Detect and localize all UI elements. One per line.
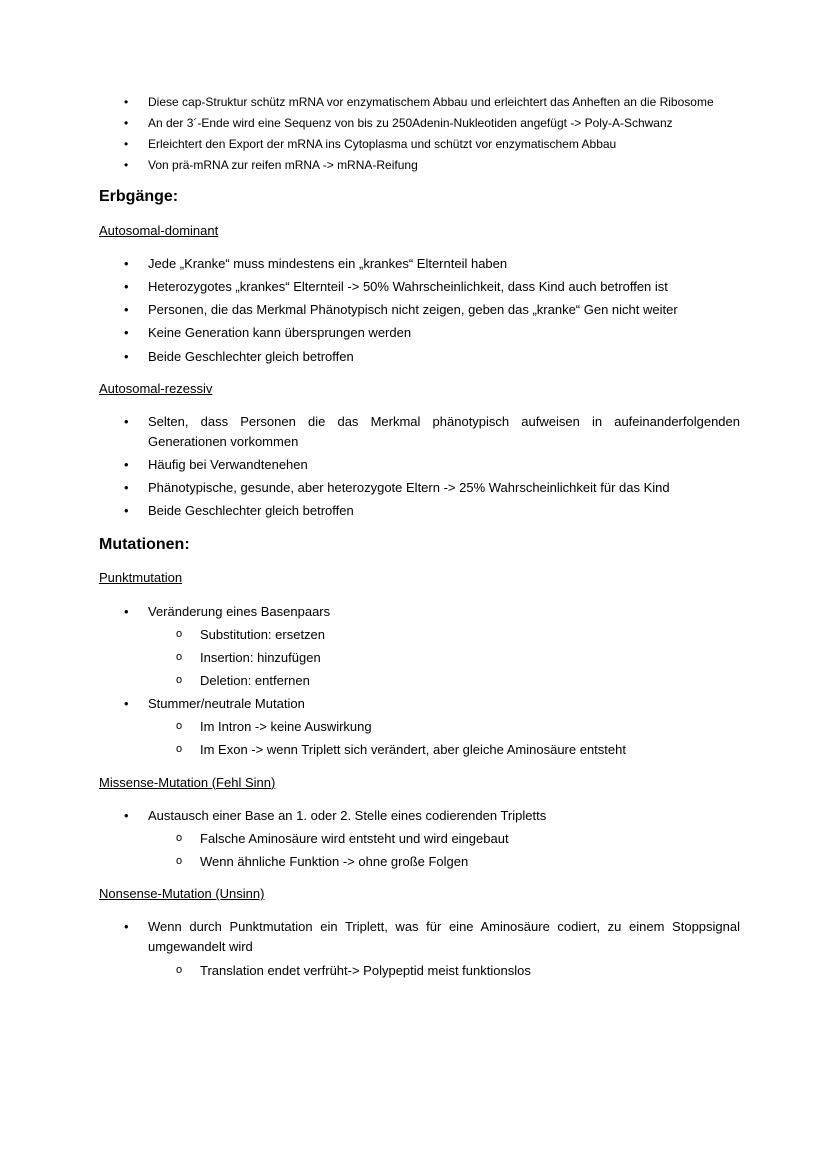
bullet-item — [148, 254, 740, 274]
bullet-item — [148, 501, 740, 521]
bullet-text: Austausch einer Base an 1. oder 2. Stelle eines codierenden Tripletts — [148, 807, 547, 823]
bullet-text: Häufig bei Verwandtenehen — [148, 457, 308, 473]
bullet-text: Wenn ähnliche Funktion -> ohne große Folgen — [200, 854, 469, 870]
bullet-item — [148, 277, 740, 297]
sub-bullet-list — [148, 961, 740, 981]
sub-bullet-item — [200, 829, 740, 849]
subheading-nonsense-mutation: Nonsense-Mutation (Unsinn) — [99, 886, 265, 902]
bullet-item — [148, 300, 740, 320]
bullet-item — [148, 478, 740, 498]
autosomal-rezessiv-list — [99, 412, 740, 522]
sub-bullet-item — [200, 717, 740, 737]
sub-bullet-item — [200, 671, 740, 691]
bullet-text: Erleichtert den Export der mRNA ins Cytoplasma und schützt vor enzymatischem Abbau — [148, 137, 617, 151]
bullet-text: Falsche Aminosäure wird entsteht und wird eingebaut — [200, 830, 509, 846]
punktmutation-list — [99, 602, 740, 761]
bullet-item — [148, 602, 740, 692]
autosomal-dominant-list — [99, 254, 740, 367]
bullet-text: Insertion: hinzufügen — [200, 649, 321, 665]
bullet-text: Personen, die das Merkmal Phänotypisch nicht zeigen, geben das „kranke“ Gen nicht weiter — [148, 302, 678, 318]
sub-bullet-list — [148, 625, 740, 691]
subheading-punktmutation: Punktmutation — [99, 570, 183, 586]
bullet-text: Translation endet verfrüht-> Polypeptid meist funktionslos — [200, 962, 531, 978]
section-heading-mutationen: Mutationen: — [99, 535, 190, 553]
subheading-autosomal-dominant: Autosomal-dominant — [99, 222, 219, 238]
bullet-text: Keine Generation kann übersprungen werden — [148, 325, 412, 341]
sub-bullet-item — [200, 961, 740, 981]
bullet-item — [148, 114, 740, 132]
sub-bullet-item — [200, 648, 740, 668]
bullet-text: Im Exon -> wenn Triplett sich verändert, aber gleiche Aminosäure entsteht — [200, 742, 626, 758]
bullet-text: Veränderung eines Basenpaars — [148, 603, 331, 619]
intro-bullet-list — [99, 93, 740, 174]
bullet-text: Beide Geschlechter gleich betroffen — [148, 348, 354, 364]
bullet-text: Im Intron -> keine Auswirkung — [200, 719, 372, 735]
bullet-item — [148, 917, 740, 980]
bullet-text: Deletion: entfernen — [200, 672, 310, 688]
bullet-item — [148, 412, 740, 452]
bullet-item — [148, 806, 740, 872]
sub-bullet-item — [200, 740, 740, 760]
bullet-item — [148, 694, 740, 760]
bullet-item — [148, 156, 740, 174]
bullet-item — [148, 347, 740, 367]
bullet-item — [148, 323, 740, 343]
sub-bullet-item — [200, 625, 740, 645]
bullet-text: Von prä-mRNA zur reifen mRNA -> mRNA-Reifung — [148, 158, 418, 172]
bullet-text: Diese cap-Struktur schütz mRNA vor enzymatischem Abbau und erleichtert das Anheften an die Ribosome — [148, 95, 714, 109]
nonsense-list — [99, 917, 740, 980]
bullet-text: Beide Geschlechter gleich betroffen — [148, 503, 354, 519]
bullet-text: Selten, dass Personen die das Merkmal phänotypisch aufweisen in aufeinanderfolgenden Generationen vorkommen — [148, 413, 740, 450]
sub-bullet-list — [148, 829, 740, 872]
bullet-text: Substitution: ersetzen — [200, 626, 326, 642]
bullet-item — [148, 455, 740, 475]
bullet-text: Stummer/neutrale Mutation — [148, 696, 305, 712]
subheading-autosomal-rezessiv: Autosomal-rezessiv — [99, 380, 213, 396]
bullet-text: Heterozygotes „krankes“ Elternteil -> 50% Wahrscheinlichkeit, dass Kind auch betroffen ist — [148, 279, 668, 295]
bullet-text: Wenn durch Punktmutation ein Triplett, was für eine Aminosäure codiert, zu einem Stoppsignal umgewandelt wird — [148, 919, 740, 955]
missense-list — [99, 806, 740, 872]
bullet-item — [148, 93, 740, 111]
sub-bullet-list — [148, 717, 740, 760]
bullet-item — [148, 135, 740, 153]
sub-bullet-item — [200, 852, 740, 872]
section-heading-erbgaenge: Erbgänge: — [99, 188, 179, 205]
bullet-text: Jede „Kranke“ muss mindestens ein „krankes“ Elternteil haben — [148, 255, 508, 271]
bullet-text: Phänotypische, gesunde, aber heterozygote Eltern -> 25% Wahrscheinlichkeit für das Kind — [148, 480, 670, 496]
bullet-text: An der 3´-Ende wird eine Sequenz von bis zu 250Adenin-Nukleotiden angefügt -> Poly-A-Schwanz — [148, 116, 673, 130]
subheading-missense-mutation: Missense-Mutation (Fehl Sinn) — [99, 774, 276, 790]
